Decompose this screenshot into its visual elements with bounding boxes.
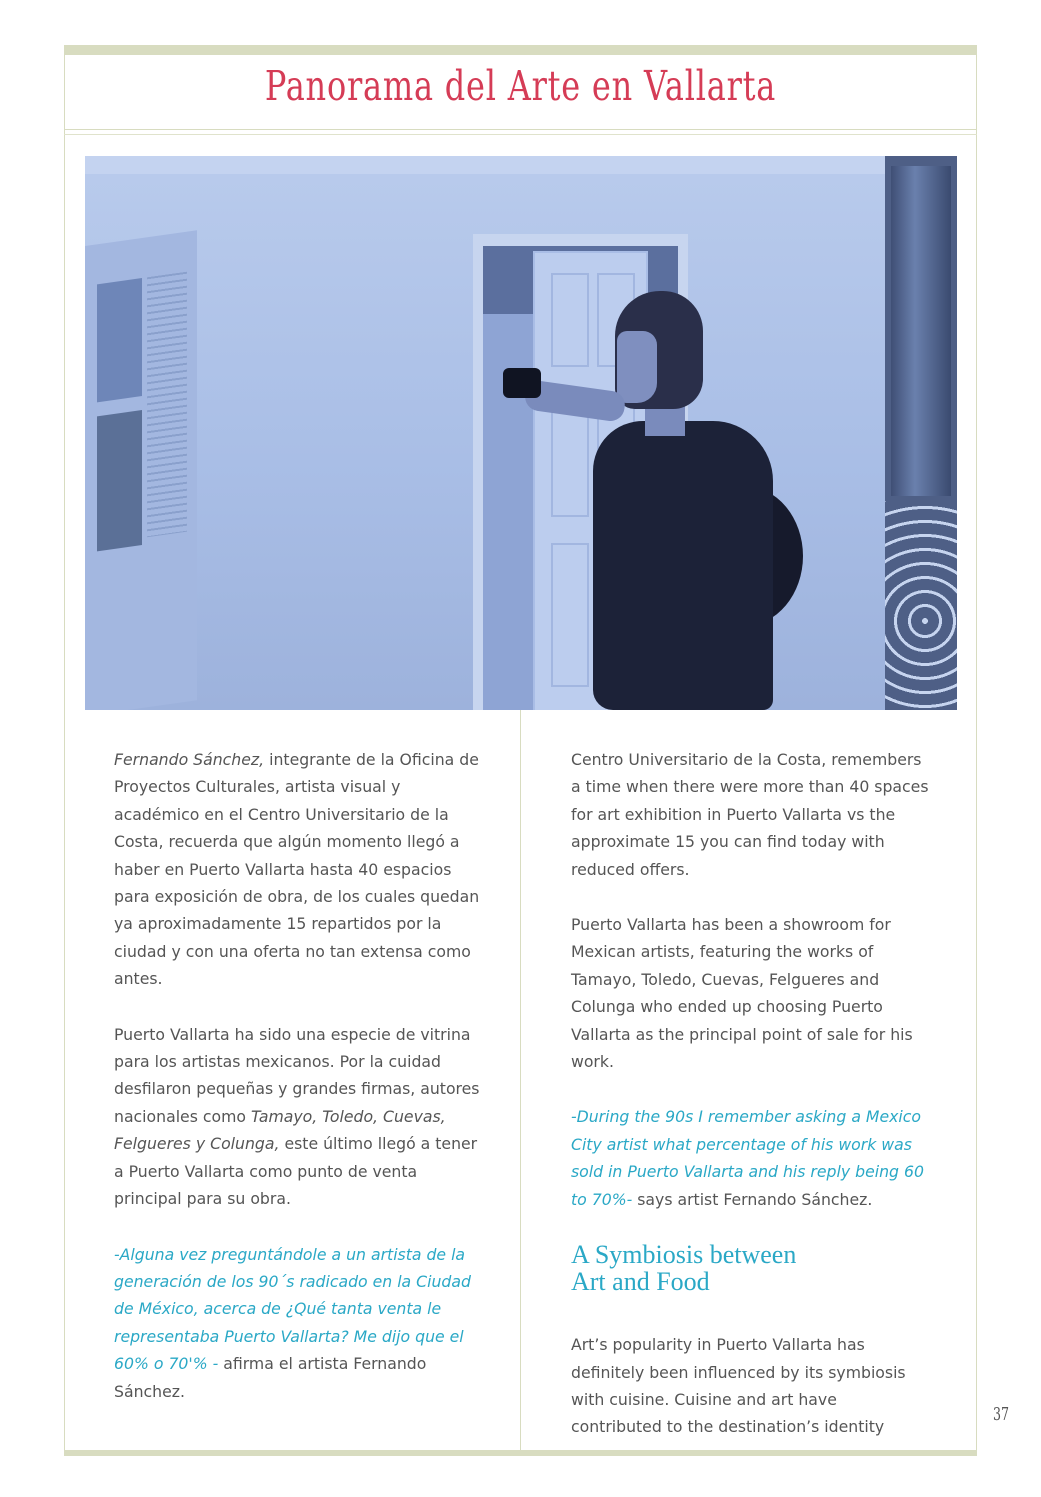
- photo-exhibit-panel: [85, 230, 197, 710]
- artist-name: Fernando Sánchez,: [114, 750, 265, 769]
- photo-woman-face: [617, 331, 657, 403]
- subheading-line-2: Art and Food: [571, 1267, 710, 1297]
- left-paragraph-1: [114, 746, 486, 993]
- camera-icon: [503, 368, 541, 398]
- right-paragraph-3: [571, 1103, 931, 1213]
- left-paragraph-2-text-a: Puerto Vallarta ha sido una especie de vitrina para los artistas mexicanos. Por la cuidad desfilaron pequeñas y grandes firmas, autores nacionales como: [114, 1024, 480, 1126]
- photo-panel-image-top: [97, 278, 142, 402]
- gallery-photo: [85, 156, 957, 710]
- photo-mural: [885, 156, 957, 710]
- photo-panel-image-bottom: [97, 410, 142, 551]
- artist-list: Tamayo, Toledo, Cuevas, Felgueres y Colunga,: [114, 1106, 446, 1154]
- subheading-line-1: A Symbiosis between: [571, 1240, 797, 1270]
- column-divider: [520, 710, 521, 1450]
- section-subheading: [571, 1241, 931, 1295]
- left-paragraph-3: [114, 1241, 486, 1405]
- photo-ceiling: [85, 156, 957, 174]
- left-quote-attribution: afirma el artista Fernando Sánchez.: [114, 1354, 427, 1401]
- left-quote: -Alguna vez preguntándole a un artista de la generación de los 90´s radicado en la Ciudad de México, acerca de ¿Qué tanta venta le representaba Puerto Vallarta? Me dijo que el 60% o 70'% -: [114, 1244, 471, 1374]
- right-column: [571, 746, 931, 1469]
- photo-mural-trees: [891, 166, 951, 496]
- title-divider: [64, 134, 977, 135]
- left-paragraph-1-text: integrante de la Oficina de Proyectos Culturales, artista visual y académico en el Centro Universitario de la Costa, recuerda que algún momento llegó a haber en Puerto Vallarta hasta 40 espacios para exposición de obra, de los cuales quedan ya aproximadamente 15 repartidos por la ciudad y con una oferta no tan extensa como antes.: [114, 750, 480, 989]
- photo-iron-railing: [885, 501, 957, 710]
- top-decorative-band: [64, 45, 977, 55]
- right-paragraph-2: Puerto Vallarta has been a showroom for Mexican artists, featuring the works of Tamayo, Toledo, Cuevas, Felgueres and Colunga who ended up choosing Puerto Vallarta as the principal point of sale for his work.: [571, 915, 913, 1072]
- photo-woman-body: [593, 421, 773, 710]
- left-column: [114, 746, 486, 1433]
- page-title: Panorama del Arte en Vallarta: [264, 62, 777, 110]
- right-quote: -During the 90s I remember asking a Mexico City artist what percentage of his work was sold in Puerto Vallarta and his reply being 60 to 70%-: [571, 1107, 924, 1209]
- right-quote-attribution: says artist Fernando Sánchez.: [632, 1189, 873, 1209]
- right-paragraph-4: Art’s popularity in Puerto Vallarta has definitely been influenced by its symbiosis with cuisine. Cuisine and art have contributed to the destination’s identity: [571, 1335, 906, 1437]
- door-panel: [551, 543, 589, 687]
- left-paragraph-2-text-b: este último llegó a tener a Puerto Vallarta como punto de venta principal para su obra.: [114, 1134, 478, 1209]
- door-panel: [551, 273, 589, 367]
- page-number: 37: [993, 1404, 1010, 1425]
- left-paragraph-2: [114, 1021, 486, 1213]
- right-paragraph-1: Centro Universitario de la Costa, remembers a time when there were more than 40 spaces for art exhibition in Puerto Vallarta vs the approximate 15 you can find today with reduced offers.: [571, 750, 929, 879]
- photo-panel-text: [147, 272, 187, 538]
- bottom-decorative-band: [64, 1450, 977, 1456]
